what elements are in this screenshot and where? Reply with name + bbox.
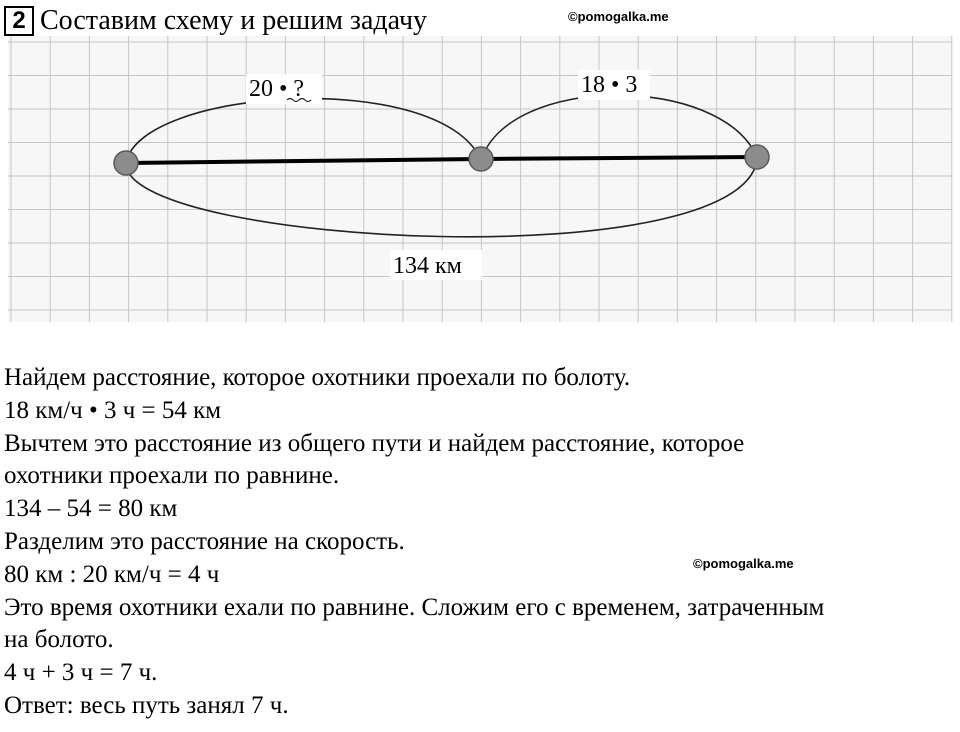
label-total-distance: 134 км xyxy=(393,253,462,279)
watermark: ©pomogalka.me xyxy=(568,9,669,24)
solution-text xyxy=(4,362,960,723)
solution-line: на болото. xyxy=(4,626,114,654)
solution-line: 4 ч + 3 ч = 7 ч. xyxy=(4,659,158,687)
task-header xyxy=(4,4,427,38)
solution-line: 134 – 54 = 80 км xyxy=(4,495,178,523)
task-number-badge: 2 xyxy=(4,6,34,36)
solution-line: 18 км/ч • 3 ч = 54 км xyxy=(4,396,222,424)
scheme-diagram xyxy=(0,36,960,326)
solution-line: Ответ: весь путь занял 7 ч. xyxy=(4,691,289,719)
solution-line: Найдем расстояние, которое охотники проехали по болоту. xyxy=(4,364,631,391)
solution-line: Разделим это расстояние на скорость. xyxy=(4,527,405,555)
start-point xyxy=(114,151,138,175)
end-point xyxy=(745,145,769,169)
task-title: Составим схему и решим задачу xyxy=(40,5,428,36)
segment-right xyxy=(481,157,757,159)
watermark: ©pomogalka.me xyxy=(693,556,794,571)
solution-line: Вычтем это расстояние из общего пути и найдем расстояние, которое xyxy=(4,429,745,457)
solution-line: Это время охотники ехали по равнине. Сложим его с временем, затраченным xyxy=(4,593,825,621)
middle-point xyxy=(469,147,493,171)
solution-line: охотники проехали по равнине. xyxy=(4,462,340,490)
label-right-speed-time: 18 • 3 xyxy=(581,72,638,98)
solution-line: 80 км : 20 км/ч = 4 ч xyxy=(4,560,220,588)
label-left-speed-time: 20 • ? xyxy=(249,76,305,102)
